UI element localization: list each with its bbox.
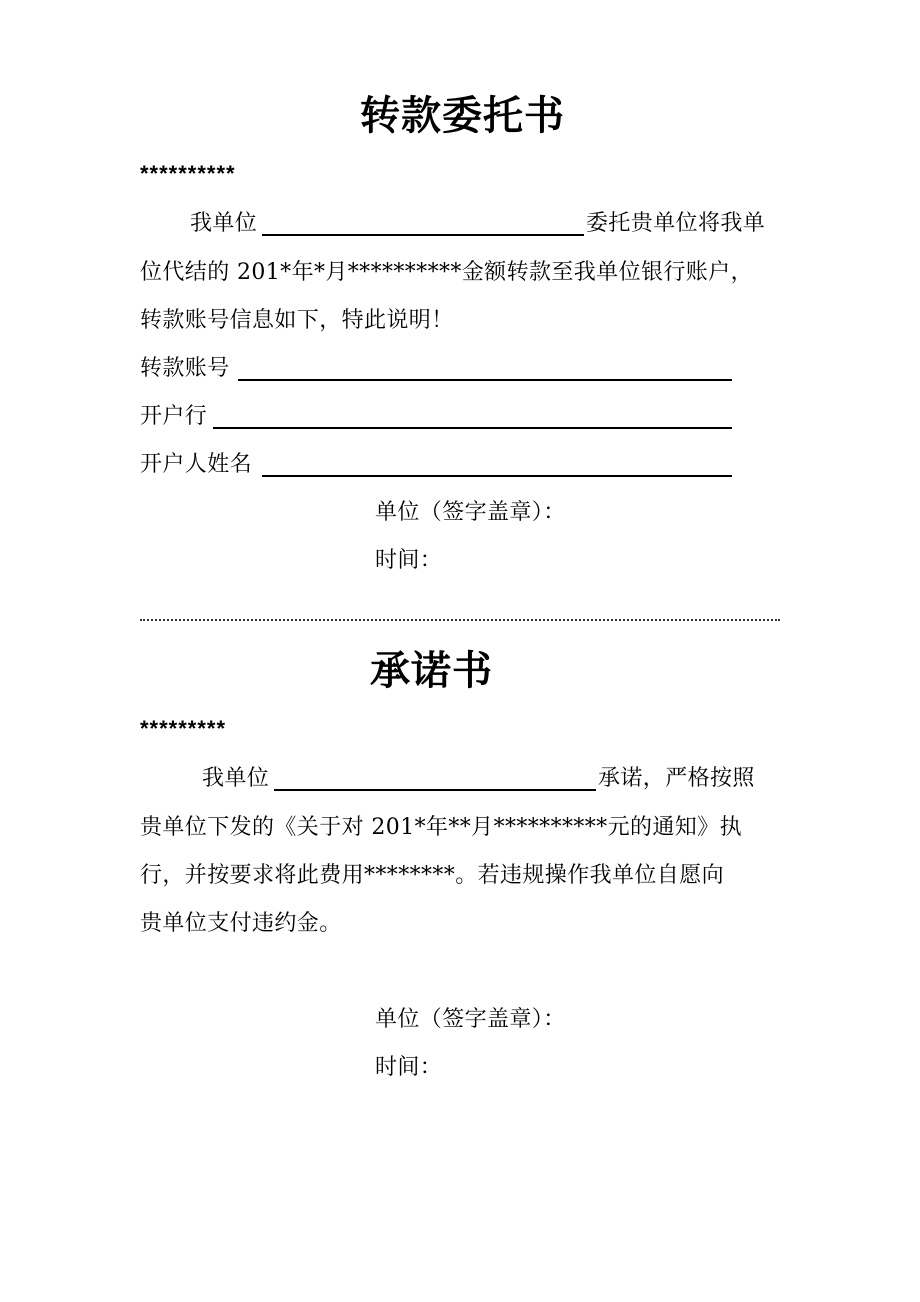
letter1-para-line2: 位代结的 201*年*月**********金额转款至我单位银行账户， — [140, 260, 753, 285]
letter2-para-prefix: 我单位 — [202, 766, 270, 791]
letter1-unit-blank[interactable] — [262, 234, 584, 236]
letter1-field-account-label: 转款账号 — [140, 356, 230, 381]
letter2-sign-label: 单位（签字盖章）： — [375, 1007, 566, 1032]
letter1-sign-label: 单位（签字盖章）： — [375, 500, 566, 525]
letter1-para-prefix: 我单位 — [190, 211, 258, 236]
letter1-para-line3: 转款账号信息如下，特此说明！ — [140, 308, 454, 333]
letter2-time-label: 时间： — [375, 1055, 443, 1080]
letter2-para-line1-tail: 承诺，严格按照 — [598, 766, 755, 791]
letter1-holder-blank[interactable] — [262, 475, 732, 477]
letter1-para-line1-tail: 委托贵单位将我单 — [586, 211, 766, 236]
letter1-account-blank[interactable] — [238, 379, 732, 381]
letter2-para-line4: 贵单位支付违约金。 — [140, 911, 342, 936]
letter2-unit-blank[interactable] — [274, 789, 596, 791]
letter1-time-label: 时间： — [375, 548, 443, 573]
letter1-field-bank-label: 开户行 — [140, 404, 208, 429]
letter1-field-holder-label: 开户人姓名 — [140, 452, 253, 477]
letter1-bank-blank[interactable] — [213, 427, 732, 429]
section-divider — [140, 619, 780, 621]
letter2-para-line2: 贵单位下发的《关于对 201*年**月**********元的通知》执 — [140, 815, 742, 840]
letter2-recipient: ********* — [140, 716, 227, 741]
letter1-title: 转款委托书 — [360, 92, 565, 139]
letter2-title: 承诺书 — [370, 647, 493, 694]
letter1-recipient: ********** — [140, 161, 236, 186]
letter2-para-line3: 行，并按要求将此费用********。若违规操作我单位自愿向 — [140, 863, 725, 888]
